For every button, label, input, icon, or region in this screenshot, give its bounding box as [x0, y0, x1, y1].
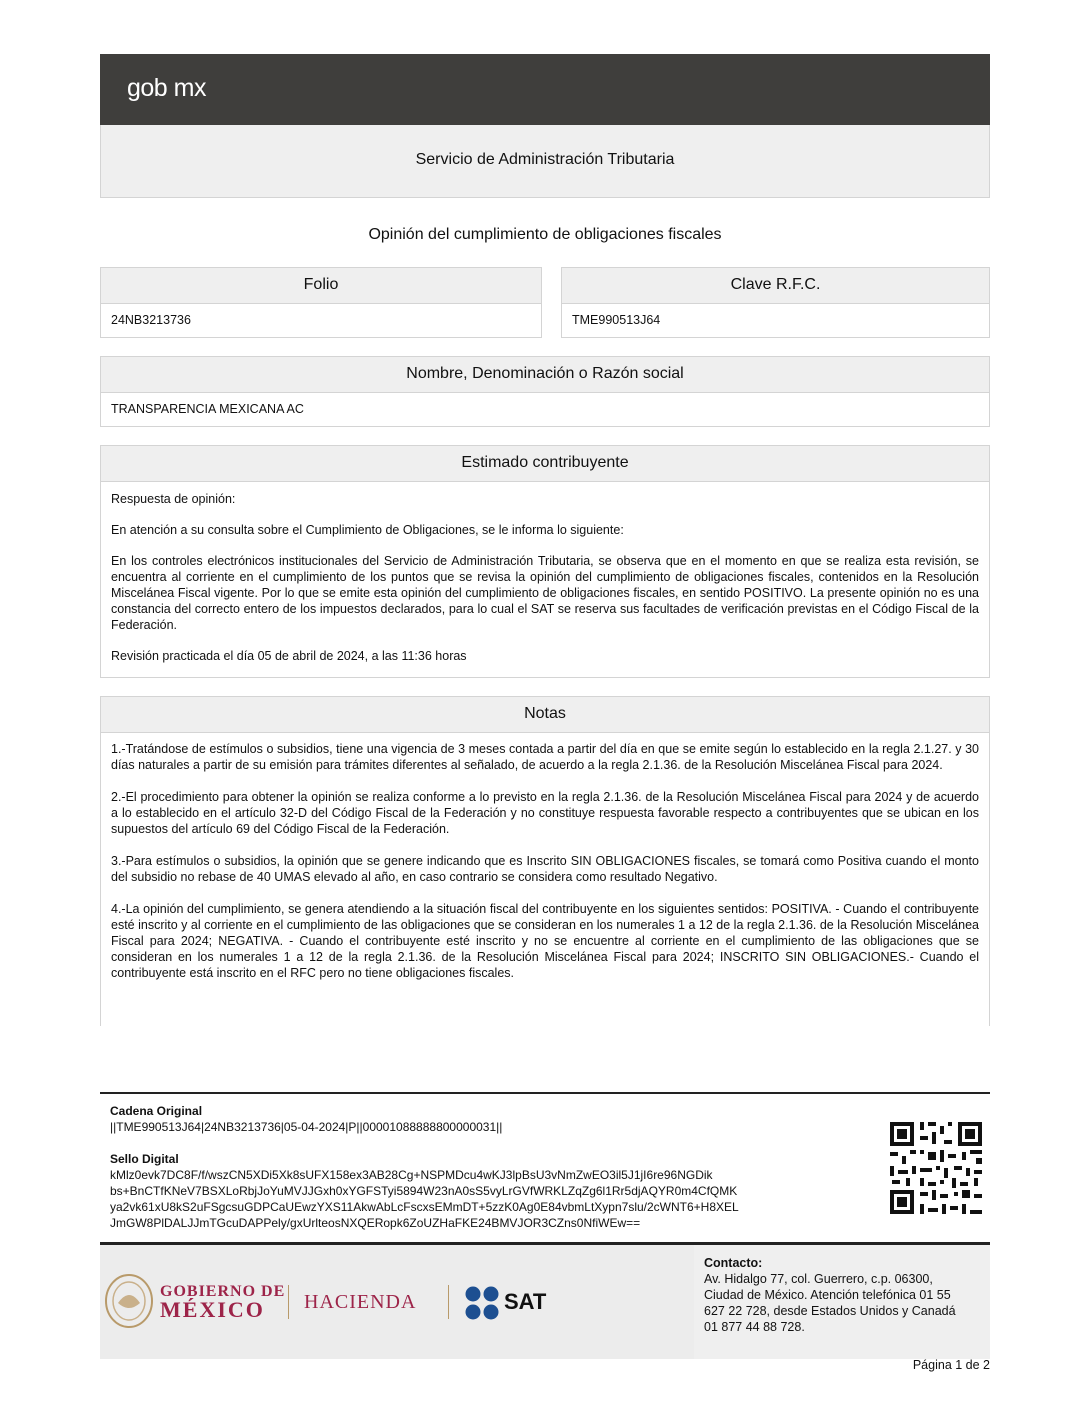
gobmx-logo: gob mx	[127, 74, 206, 102]
sello-line: kMlz0evk7DC8F/f/wszCN5XDi5Xk8sUFX158ex3AB28Cg+NSPMDcu4wKJ3lpBsU3vNmZwEO3il5J1jI6re96NGDik	[110, 1168, 713, 1182]
qr-code-icon	[884, 1116, 988, 1220]
document-title: Opinión del cumplimiento de obligaciones fiscales	[368, 226, 722, 243]
nota-item: 4.-La opinión del cumplimiento, se genera atendiendo a la situación fiscal del contribuyente en los siguientes sentidos: POSITIVA. - Cuando el contribuyente esté inscrito y al corriente en el cumplimiento de las obligaciones que se consideran en los numerales 1 a 12 de la regla 2.1.36. de la Resolución Miscelánea Fiscal para 2024; NEGATIVA. - Cuando el contribuyente esté inscrito y no se encuentre al corriente en el cumplimiento de las obligaciones que se consideran en los numerales 1 a 12 de la regla 2.1.36. de la Resolución Miscelánea Fiscal para 2024; INSCRITO SIN OBLIGACIONES.- Cuando el contribuyente está inscrito en el RFC pero no tiene obligaciones fiscales.	[111, 902, 979, 980]
folio-value: 24NB3213736	[111, 313, 191, 327]
hacienda-logo: HACIENDA	[304, 1291, 417, 1313]
notas-body	[101, 733, 989, 981]
sello-label: Sello Digital	[110, 1152, 179, 1166]
contact-line: 01 877 44 88 728.	[704, 1320, 805, 1334]
sat-dots-icon	[464, 1285, 500, 1321]
qr-code	[884, 1116, 988, 1220]
mexico-seal-icon	[104, 1273, 154, 1329]
cadena-sello-section	[110, 1103, 870, 1231]
cadena-label: Cadena Original	[110, 1104, 203, 1118]
opinion-body-text: En los controles electrónicos institucionales del Servicio de Administración Tributaria, se observa que en el momento en que se realiza esta revisión, se encuentra al corriente en el cumplimiento de los puntos que se revisa la opinión del cumplimiento de obligaciones fiscales, contenidos en la Resolución Miscelánea Fiscal vigente. Por lo que se emite esta opinión del cumplimiento de obligaciones fiscales, en sentido POSITIVO. La presente opinión no es una constancia del correcto entero de los impuestos declarados, para lo cual el SAT se reserva sus facultades de verificación previstas en el Código Fiscal de la Federación.	[111, 554, 979, 632]
nombre-label: Nombre, Denominación o Razón social	[101, 357, 989, 393]
page-number: Página 1 de 2	[912, 1358, 990, 1372]
folio-label: Folio	[101, 268, 541, 304]
contribuyente-box	[100, 445, 990, 678]
folio-box	[100, 267, 542, 338]
nota-item: 1.-Tratándose de estímulos o subsidios, tiene una vigencia de 3 meses contada a partir del día en que se emite según lo establecido en la regla 2.1.27. y 30 días naturales a partir de su emisión para trámites diferentes al señalado, de acuerdo a la regla 2.1.36. de la Resolución Miscelánea Fiscal para 2024.	[111, 742, 979, 772]
contribuyente-body	[101, 482, 989, 664]
gobmx-header-bar	[100, 54, 990, 125]
logo-separator	[448, 1285, 449, 1319]
footer-divider	[100, 1092, 990, 1094]
nombre-value: TRANSPARENCIA MEXICANA AC	[111, 402, 304, 416]
notas-label: Notas	[101, 697, 989, 733]
rfc-value: TME990513J64	[572, 313, 661, 327]
contact-line: Ciudad de México. Atención telefónica 01 55	[704, 1288, 951, 1302]
atencion-text: En atención a su consulta sobre el Cumplimiento de Obligaciones, se le informa lo siguiente:	[111, 523, 624, 537]
footer-band	[100, 1245, 990, 1359]
respuesta-text: Respuesta de opinión:	[111, 492, 236, 506]
nota-item: 2.-El procedimiento para obtener la opinión se realiza conforme a lo previsto en la regla 2.1.36. de la Resolución Miscelánea Fiscal para 2024 y de acuerdo a lo establecido en el artículo 32-D del Código Fiscal de la Federación y no constituye respuesta favorable respecto a contribuyentes que se ubican en los supuestos del artículo 69 del Código Fiscal de la Federación.	[111, 790, 979, 836]
contact-line: 627 22 728, desde Estados Unidos y Canadá	[704, 1304, 956, 1318]
sello-line: bs+BnCTfKNeV7BSXLoRbjJoYuMVJJGxh0xYGFSTyi5894W23nA0sS5vyLrGVfWRKLZqZg6l1Rr5djAQYR0m4CfQMK	[110, 1184, 738, 1198]
gobierno-logo	[160, 1283, 286, 1322]
institution-logos	[100, 1245, 694, 1359]
nombre-box	[100, 356, 990, 427]
agency-header: Servicio de Administración Tributaria	[100, 125, 990, 198]
contact-section	[698, 1245, 990, 1359]
sello-line: ya2vk61xU8kS2uFSgcsuGDPCaUEwzYXS11AkwAbLcFscxsEMmDT+5zzK0Ag0E84vbmLtXypn7slu/2cWNT6+H8XEL	[110, 1200, 739, 1214]
logo-separator	[288, 1285, 289, 1319]
revision-text: Revisión practicada el día 05 de abril de 2024, a las 11:36 horas	[111, 649, 467, 663]
sello-line: JmGW8PlDALJJmTGcuDAPPely/gxUrlteosNXQERopk6ZoUZHaFKE24BMVJOR3CZns0NfiWEw==	[110, 1216, 641, 1230]
nota-item: 3.-Para estímulos o subsidios, la opinión que se genere indicando que es Inscrito SIN OBLIGACIONES fiscales, se tomará como Positiva cuando el monto del subsidio no rebase de 40 UMAS elevado al año, en caso contrario se considera como resultado Negativo.	[111, 854, 979, 884]
contact-label: Contacto:	[704, 1256, 763, 1270]
contribuyente-label: Estimado contribuyente	[101, 446, 989, 482]
rfc-label: Clave R.F.C.	[562, 268, 989, 304]
rfc-box	[561, 267, 990, 338]
gobierno-line1: GOBIERNO DE	[160, 1283, 286, 1300]
contact-line: Av. Hidalgo 77, col. Guerrero, c.p. 06300,	[704, 1272, 933, 1286]
cadena-value: ||TME990513J64|24NB3213736|05-04-2024|P||00001088888800000031||	[110, 1120, 503, 1134]
notas-box	[100, 696, 990, 1026]
sat-logo: SAT	[504, 1289, 547, 1314]
gobierno-line2: MÉXICO	[160, 1297, 265, 1322]
